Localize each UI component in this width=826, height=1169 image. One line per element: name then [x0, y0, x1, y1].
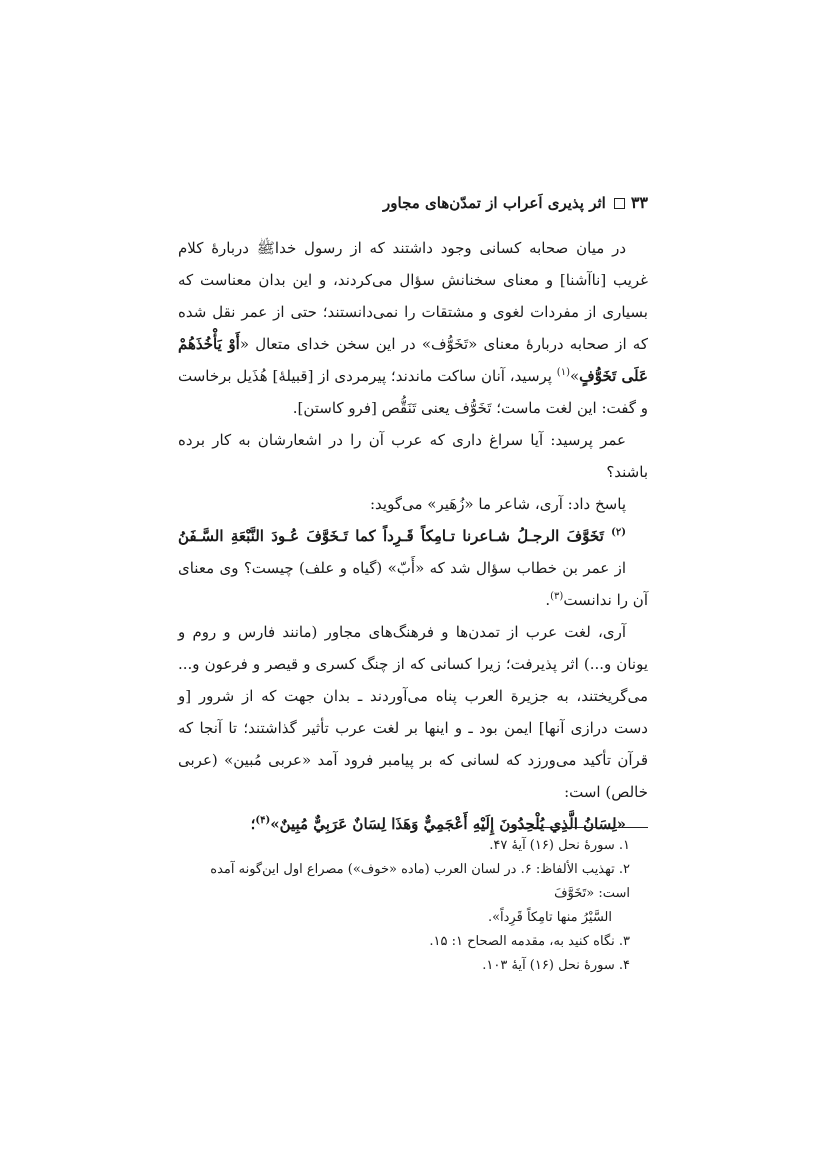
footnote-ref: (۴) [255, 815, 271, 826]
quote-mark: » [270, 815, 280, 833]
footnote-ref: (۲) [611, 527, 626, 538]
verse-hemistich-first: تَخَوَّفَ الرجـلُ شـاعرنا تـامِکاً قَـرِداً [383, 527, 604, 545]
text-line: ساکت ماندند؛ پیرمردی از [قبیلهٔ] هُذَیل برخاست و گفت: این لغت ماست؛ تَخَوُّف [178, 367, 648, 417]
square-ornament-icon [614, 198, 625, 209]
paragraph [178, 552, 648, 616]
footnote-continuation: السَّيْرُ منها تامِکاً قَرِداً». [487, 910, 612, 925]
text-line: بر پیامبر فرود آمد «عربی مُبین» (عربی خالص) است: [178, 751, 648, 801]
quote-mark: « [616, 815, 626, 833]
footnote-ref: (۱) [556, 367, 570, 378]
running-head [178, 193, 648, 217]
paragraph: عمر پرسید: آیا سراغ داری که عرب آن را در اشعارشان به کار برده باشند؟ [178, 431, 648, 481]
footnote: ۲. تهذیب الألفاظ: ۶. در لسان العرب (ماده «خوف») مصراع اول این‌گونه آمده است: «تَخَوَّفَ [210, 862, 630, 901]
page-number: ۳۳ [630, 193, 648, 212]
text-fragment: پرسید، آنان [481, 367, 557, 385]
paragraph [178, 616, 648, 808]
text-line: یعنی تَنَقُّص [فرو کاستن]. [292, 399, 450, 417]
text-line: آری، لغت عرب از تمدن‌ها و فرهنگ‌های مجاور (مانند فارس و روم و یونان و...) [178, 623, 648, 673]
quran-text: لِسَانُ الَّذِي يُلْحِدُونَ إِلَيْهِ أَعْجَمِيٌّ وَهَذَا لِسَانٌ عَرَبِيٌّ مُبِينٌ [279, 815, 617, 833]
footnote: ۱. سورهٔ نحل (۱۶) آیهٔ ۴۷. [489, 838, 630, 853]
text-line: اثر پذیرفت؛ زیرا کسانی که از چنگ کسری و قیصر و فرعون و... می‌گریختند، به [178, 655, 648, 705]
paragraph: پاسخ داد: آری، شاعر ما «زُهَیر» می‌گوید: [370, 495, 626, 513]
text-fragment: ؛ [250, 815, 256, 833]
text-line: بود ـ و اینها بر لغت عرب تأثیر گذاشتند؛ تا آنجا که قرآن تأکید می‌ورزد که لسانی که [178, 719, 648, 769]
verse-hemistich-second: کما تَـخَوَّفَ عُـودَ النَّبْعَةِ السَّـفَنُ [178, 527, 376, 545]
running-title: اثر پذیری اَعراب از تمدّن‌های مجاور [383, 194, 606, 212]
footnote-ref: (۳) [550, 591, 564, 602]
text-fragment: » [569, 367, 580, 385]
quran-quote: أَوْ يَأْخُذَهُمْ عَلَى تَخَوُّفٍ [178, 335, 648, 385]
paragraph [178, 232, 648, 424]
footnote: ۴. سورهٔ نحل (۱۶) آیهٔ ۱۰۳. [482, 958, 630, 973]
footnotes [178, 834, 648, 978]
text-line: در میان صحابه کسانی وجود داشتند که از رسول خداﷺ دربارهٔ کلام غریب [178, 239, 648, 289]
poem-verse [178, 520, 648, 552]
text-line: از عمر بن خطاب سؤال شد که «أَبّ» (گیاه و علف) چیست؟ وی معنای آن را [178, 559, 648, 609]
main-text [178, 232, 648, 840]
footnote: ۳. نگاه کنید به، مقدمه الصحاح ۱: ۱۵. [429, 934, 630, 949]
text-line: [ناآشنا] و معنای سخنانش سؤال می‌کردند، و این بدان معناست که بسیاری از [178, 271, 648, 321]
text-line: ندانست [563, 591, 612, 609]
footnote-divider [508, 827, 648, 828]
text-line: جزیرة العرب پناه می‌آوردند ـ بدان جهت که از شرور [و دست درازی آنها] ایمن [178, 687, 648, 737]
text-fragment: معنای «تَخَوُّف» در این سخن خدای متعال « [239, 335, 520, 353]
text-fragment: . [545, 591, 551, 609]
text-line: مفردات لغوی و مشتقات را نمی‌دانستند؛ حتی از عمر نقل شده که از صحابه دربارهٔ [178, 303, 648, 353]
